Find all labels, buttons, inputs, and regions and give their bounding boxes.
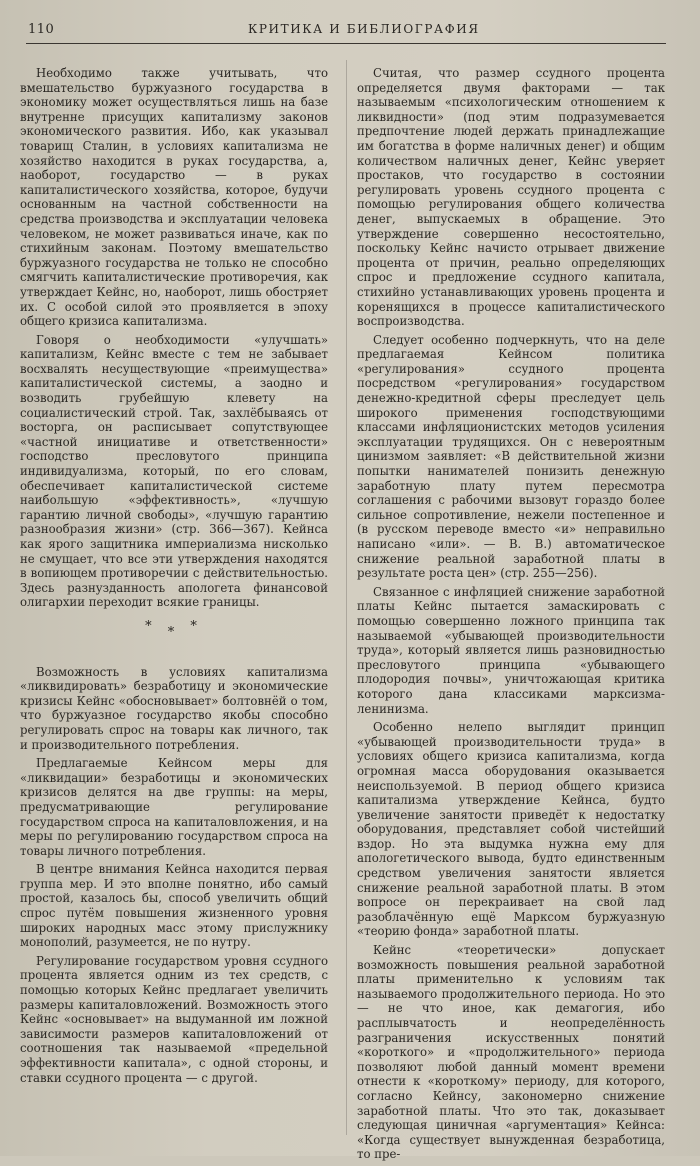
running-title: КРИТИКА И БИБЛИОГРАФИЯ [248,22,480,36]
right-paragraph-4: Особенно нелепо выглядит принцип «убывающей производительности труда» в условиях общего кризиса капитализма, когда огромная масса оборудования оказывается неиспользуемой. В период общего кризиса капитализма утверждение Кейнса, будто увеличение занятости приведёт к недостатку оборудования, представляет собой чистейший вздор. Но эта выдумка нужна ему для апологетического вывода, будто единственным средством увеличения занятости является снижение реальной заработной платы. В этом вопросе он перекраивает на свой лад разоблачённую ещё Марксом буржуазную «теорию фонда» заработной платы. [357,720,665,939]
right-paragraph-1: Считая, что размер ссудного процента определяется двумя факторами — так называемым «психологическим отношением к ликвидности» (под этим подразумевается предпочтение людей держать принадлежащие им богатства в форме наличных денег) и общим количеством наличных денег, Кейнс уверяет простаков, что государство в состоянии регулировать уровень ссудного процента с помощью регулирования общего количества денег, выпускаемых в обращение. Это утверждение совершенно несостоятельно, поскольку Кейнс начисто отрывает движение процента от причин, реально определяющих спрос и предложение ссудного капитала, стихийно устанавливающих уровень процента и коренящихся в процессе капиталистического воспроизводства. [357,66,665,329]
left-paragraph-2: Говоря о необходимости «улучшать» капитализм, Кейнс вместе с тем не забывает восхвалять несуществующие «преимущества» капиталистической системы, а заодно и возводить грубейшую клевету на социалистический строй. Так, захлёбываясь от восторга, он расписывает сопутствующее «частной инициативе и ответственности» господство пресловутого принципа индивидуализма, который, по его словам, обеспечивает капиталистической системе наибольшую «эффективность», «лучшую гарантию личной свободы», «лучшую гарантию разнообразия жизни» (стр. 366—367). Кейнса как ярого защитника империализма нисколько не смущает, что все эти утверждения находятся в вопиющем противоречии с действительностью. Здесь разнузданность апологета финансовой олигархии переходит всякие границы. [20,332,328,610]
section-separator [20,618,328,640]
separator-star-3: * [190,618,203,634]
left-paragraph-6: Регулирование государством уровня ссудного процента является одним из тех средств, с помощью которых Кейнс предлагает увеличить размеры капиталовложений. Возможность этого Кейнс «основывает» на выдуманной им ложной зависимости размеров капиталовложений от соотношения так называемой «предельной эффективности капитала», с одной стороны, и ставки ссудного процента — с другой. [20,953,328,1085]
separator-star-2: * [167,624,181,640]
separator-star-1: * [145,618,158,634]
page-number: 110 [28,22,55,37]
left-paragraph-4: Предлагаемые Кейнсом меры для «ликвидации» безработицы и экономических кризисов делятся на две группы: на меры, предусматривающие регулирование государством спроса на капиталовложения, и на меры по регулированию государством спроса на товары личного потребления. [20,756,328,858]
header-rule [26,43,666,44]
right-column [357,66,665,1166]
page-header [28,22,668,42]
left-paragraph-5: В центре внимания Кейнса находится первая группа мер. И это вполне понятно, ибо самый простой, казалось бы, способ увеличить общий спрос путём повышения жизненного уровня широких народных масс этому прислужнику монополий, разумеется, не по нутру. [20,862,328,950]
left-column [20,66,328,1089]
column-divider [346,60,347,1135]
right-paragraph-5: Кейнс «теоретически» допускает возможность повышения реальной заработной платы применительно к условиям так называемого продолжительного периода. Но это — не что иное, как демагогия, ибо расплывчатость и неопределённость разграничения искусственных понятий «короткого» и «продолжительного» периода позволяют любой данный момент времени отнести к «короткому» периоду, для которого, согласно Кейнсу, закономерно снижение заработной платы. Что это так, доказывает следующая циничная «аргументация» Кейнса: «Когда существует вынужденная безработица, то пре- [357,943,665,1162]
left-paragraph-3: Возможность в условиях капитализма «ликвидировать» безработицу и экономические кризисы Кейнс «обосновывает» болтовнёй о том, что буржуазное государство якобы способно регулировать спрос на товары как личного, так и производительного потребления. [20,664,328,752]
right-paragraph-2: Следует особенно подчеркнуть, что на деле предлагаемая Кейнсом политика «регулирования» ссудного процента посредством «регулирования» государством денежно-кредитной сферы преследует цель широкого применения господствующими классами инфляционистских методов усиления эксплуатации трудящихся. Он с невероятным цинизмом заявляет: «В действительной жизни попытки нанимателей понизить денежную заработную плату путем пересмотра соглашения с рабочими вызовут гораздо более сильное сопротивление, нежели постепенное и (в русском переводе вместо «и» неправильно написано «или». — В. В.) автоматическое снижение реальной заработной платы в результате роста цен» (стр. 255—256). [357,332,665,581]
right-paragraph-3: Связанное с инфляцией снижение заработной платы Кейнс пытается замаскировать с помощью совершенно ложного принципа так называемой «убывающей производительности труда», который является лишь разновидностью пресловутого принципа «убывающего плодородия почвы», уничтожающая критика которого дана классиками марксизма-ленинизма. [357,584,665,716]
left-paragraph-1: Необходимо также учитывать, что вмешательство буржуазного государства в экономику может осуществляться лишь на базе внутренне присущих капитализму законов экономического развития. Ибо, как указывал товарищ Сталин, в условиях капитализма не хозяйство находится в руках государства, а, наоборот, государство — в руках капиталистического хозяйства, которое, будучи основанным на частной собственности на средства производства и эксплуатации человека человеком, не может развиваться иначе, как по стихийным законам. Поэтому вмешательство буржуазного государства не только не способно смягчить капиталистические противоречия, как утверждает Кейнс, но, наоборот, лишь обостряет их. С особой силой это проявляется в эпоху общего кризиса капитализма. [20,66,328,329]
